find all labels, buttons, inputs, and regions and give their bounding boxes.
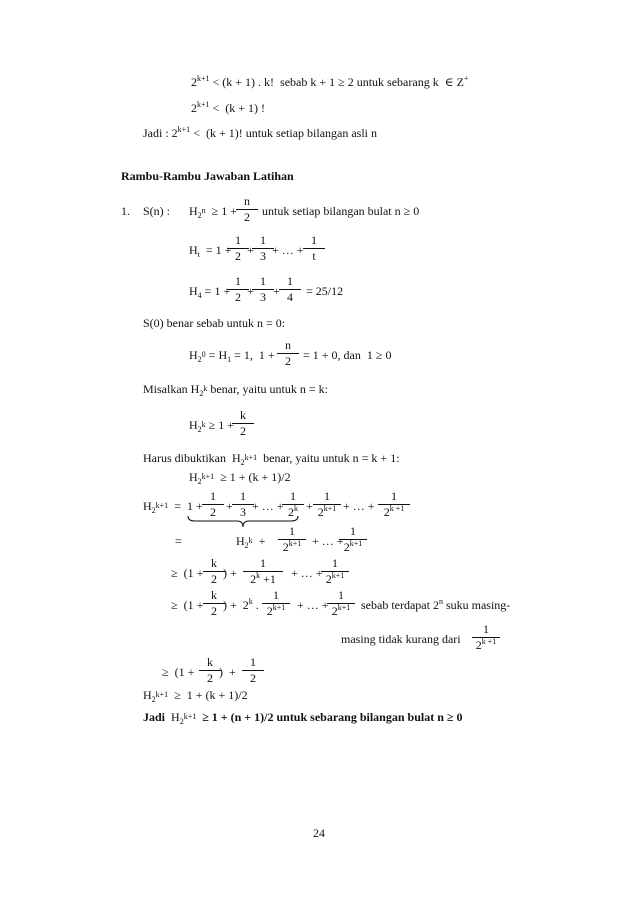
s0-frac: n 2	[277, 339, 299, 368]
ineq1-close: ) +	[223, 566, 237, 580]
sum-frac-1: 1 2	[202, 490, 224, 519]
ineq-3-lhs: ≥ (1 +	[162, 665, 195, 679]
h4-frac-2: 1 3	[252, 275, 274, 304]
s0-text: S(0) benar sebab untuk n = 0:	[143, 316, 286, 330]
conclusion-line: Jadi $H_{2^{k+1}} \ge 1 + (n + 1)/2$ untuk sebarang bilangan bulat n ≥ 0	[143, 710, 463, 726]
ht-frac-2: 1 3	[252, 234, 274, 263]
ineq3-frac-k: k 2	[199, 656, 221, 685]
s-expression: $H_{2^n} \ge 1$ +	[189, 204, 238, 220]
assume-frac: k 2	[232, 409, 254, 438]
ellipsis: + … +	[312, 534, 344, 548]
ht-frac-t: 1 t	[303, 234, 325, 263]
ineq1-frac-k: k 2	[203, 557, 225, 586]
ineq1-frac-c: 1 $2^{k+1}$	[321, 557, 349, 586]
prove-text: Harus dibuktikan $H_{2^{k+1}}$ benar, yaitu untuk n = k + 1:	[143, 451, 400, 467]
section-heading: Rambu-Rambu Jawaban Latihan	[121, 169, 294, 183]
s-label: S(n) :	[143, 204, 170, 218]
ellipsis: + … +	[291, 566, 323, 580]
sum-line-2-h: $H_{2^k}$ +	[236, 534, 266, 550]
ineq3-close: ) +	[219, 665, 236, 679]
ellipsis: + … +	[297, 598, 329, 612]
h4-lhs: $H_4 = 1$ +	[189, 284, 231, 300]
h4-result: = 25/12	[306, 284, 344, 298]
line-conclusion-top: Jadi : $2^{k+1} < (k + 1)$! untuk setiap bilangan asli n	[143, 125, 378, 140]
ineq2-frac-k: k 2	[203, 589, 225, 618]
s-text: untuk setiap bilangan bulat n ≥ 0	[262, 204, 420, 218]
note-frac: 1 $2^{k +1}$	[472, 623, 500, 652]
h4-frac-1: 1 2	[227, 275, 249, 304]
sum-frac-2k: 1 2$^k$	[282, 490, 304, 519]
result-line: $H_{2^{k+1}} \ge 1 + (k + 1)/2$	[143, 688, 248, 704]
sum-frac-last: 1 $2^{k +1}$	[378, 490, 410, 519]
h4-frac-3: 1 4	[279, 275, 301, 304]
ht-frac-1: 1 2	[227, 234, 249, 263]
sum2-frac-2: 1 $2^{k+1}$	[339, 525, 367, 554]
s0-eq-lhs: $H_{2^0} = H_1 = 1$, 1 +	[189, 348, 275, 364]
line-inequality-1: $2^{k+1} < (k + 1)$ . k! sebab k + 1 ≥ 2 untuk sebarang k ∈ Z+	[191, 74, 469, 89]
plus: +	[247, 284, 254, 298]
prove-eq: $H_{2^{k+1}} \ge 1 + (k + 1)/2$	[189, 470, 291, 486]
sum-lhs: $H_{2^{k+1}} = 1$ +	[143, 499, 203, 515]
ineq2-frac-c: 1 $2^{k+1}$	[327, 589, 355, 618]
page-number: 24	[313, 826, 325, 840]
item-number: 1.	[121, 204, 130, 218]
ht-lhs: $H_t = 1$ +	[189, 243, 232, 259]
note-1: sebab terdapat 2$^n$ suku masing-	[361, 597, 511, 612]
ineq-2-lhs: ≥ (1 +	[171, 598, 204, 612]
plus: +	[306, 499, 313, 513]
line-inequality-2: $2^{k+1} < (k + 1)$ !	[191, 100, 266, 115]
ineq2-mid: ) + 2$^k$ .	[223, 597, 259, 612]
ineq3-frac-half: 1 2	[242, 656, 264, 685]
sum-frac-2k1: 1 $2^{k+1}$	[313, 490, 341, 519]
fraction-n-over-2: n 2	[236, 195, 258, 224]
plus: +	[247, 243, 254, 257]
plus: +	[226, 499, 233, 513]
note-2: masing tidak kurang dari	[341, 632, 461, 646]
sum-line-2-eq: =	[175, 534, 182, 548]
sum-frac-2: 1 3	[232, 490, 254, 519]
assume-eq: $H_{2^k} \ge 1$ +	[189, 418, 235, 434]
ellipsis: + … +	[272, 243, 304, 257]
assume-text: Misalkan $H_{2^k}$ benar, yaitu untuk n = k:	[143, 382, 328, 398]
s0-eq-rhs: = 1 + 0, dan 1 ≥ 0	[303, 348, 392, 362]
ellipsis: + … +	[252, 499, 284, 513]
ineq2-frac-b: 1 $2^{k+1}$	[262, 589, 290, 618]
ineq1-frac-b: 1 $2^k +1$	[243, 557, 283, 586]
sum2-frac-1: 1 $2^{k+1}$	[278, 525, 306, 554]
plus: +	[273, 284, 280, 298]
ellipsis: + … +	[343, 499, 375, 513]
ineq-1-lhs: ≥ (1 +	[171, 566, 204, 580]
